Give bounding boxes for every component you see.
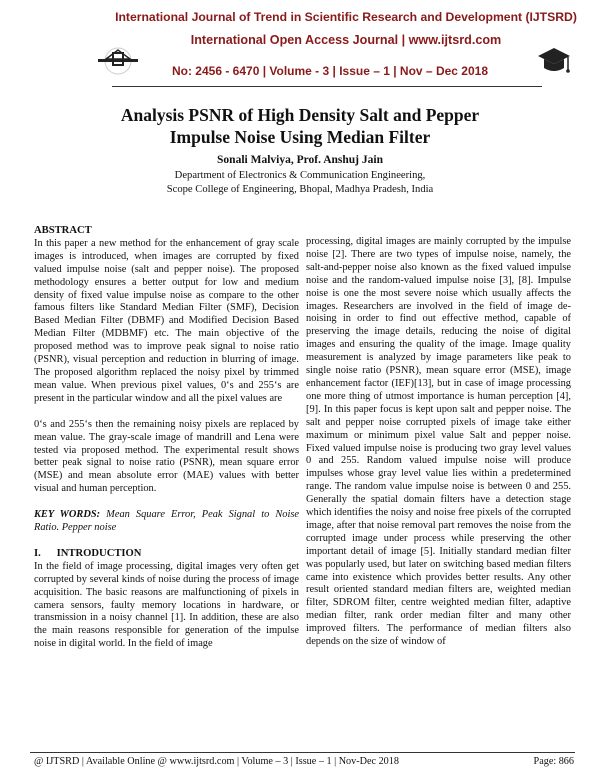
- abstract-heading: ABSTRACT: [34, 225, 92, 236]
- keywords: [34, 509, 299, 535]
- footer-journal-info: @ IJTSRD | Available Online @ www.ijtsrd.com | Volume – 3 | Issue – 1 | Nov-Dec 2018: [34, 756, 399, 767]
- introduction-heading: I. INTRODUCTION: [34, 547, 142, 559]
- footer-rule: [30, 752, 575, 753]
- affiliation-line-1: Department of Electronics & Communication Engineering,: [174, 170, 426, 181]
- affiliation-line-2: Scope College of Engineering, Bhopal, Madhya Pradesh, India: [166, 184, 434, 195]
- right-column: [306, 236, 571, 649]
- page-number: Page: 866: [533, 756, 574, 767]
- abstract-paragraph-2: 0‘s and 255‘s then the remaining noisy pixels are replaced by mean value. The gray-scale image of mandrill and Lena were tested via proposed method. The experimental result shows better peak signal to noise ratio (PSNR), mean square error (MSE) and mean absolute error (MAE) values with better visual and human perception.: [34, 418, 299, 495]
- introduction-left-text: In the field of image processing, digital images very often get corrupted by several kinds of noise during the process of image acquisition. The basic reasons are malfunctioning of pixels in camera sensors, faulty memory locations in hardware, or transmission in a noisy channel [1]. In addition, these are also the main reasons responsible for generation of the impulse noise in digital world. In the field of image: [34, 560, 299, 650]
- keywords-label: KEY WORDS:: [34, 509, 101, 521]
- title-line-1: Analysis PSNR of High Density Salt and Pepper: [120, 105, 480, 125]
- authors: Sonali Malviya, Prof. Anshuj Jain: [217, 154, 383, 166]
- left-column: [34, 225, 299, 651]
- paper-title: [40, 104, 560, 148]
- journal-name: International Journal of Trend in Scientific Research and Development (IJTSRD): [115, 10, 577, 24]
- introduction-right-text: processing, digital images are mainly corrupted by the impulse noise [2]. There are two types of impulse noise, namely, the salt-and-pepper noise also known as the fixed valued impulse noise and the random-valued impulse noise [3], [8]. Impulse noise is one the most severe noise which usually affects the images. Researchers are involved in the field of image de-noising in order to find out effective method, capable of preserving the image details, reducing the noise of digital images and ensuring the quality of the image. Image quality measurement is analyzed by image parameters like peak to single noise ratio (PSNR), mean square error (MSE), image enhancement factor (IEF)[13], but in case of image processing one more thing of utmost importance is human perception [4], [9]. In this paper focus is kept upon salt and pepper noise. The salt and pepper noise corrupted pixels of image take either maximum or minimum pixel value Salt and pepper noise. Fixed valued impulse noise is producing two gray level values 0 and 255. Random valued impulse noise will produce impulses whose gray level value lies within a predetermined range. The random value impulse noise is between 0 and 255. Generally the spatial domain filters have a detection stage which identifies the noisy and noise free pixels of the corrupted image, after that noise removal part removes the noise from the corrupted image under process while preserving the other important detail of image [5]. Initially standard median filter was popularly used, but later on switching based median filters came into existence which provides better results. Any other result oriented standard median filters are, weighted median filter, SDROM filter, centre weighted median filter, adaptive median filter, rank order median filter and many other improved filters. The performance of median filters also depends on the size of window of: [306, 236, 571, 648]
- issn-volume-line: No: 2456 - 6470 | Volume - 3 | Issue – 1 | Nov – Dec 2018: [171, 64, 488, 78]
- title-line-2: Impulse Noise Using Median Filter: [169, 127, 431, 147]
- keywords-text: Mean Square Error, Peak Signal to Noise Ratio. Pepper noise: [34, 509, 299, 534]
- journal-access-line: International Open Access Journal | www.ijtsrd.com: [190, 33, 502, 47]
- page-footer: [34, 756, 574, 767]
- abstract-paragraph-1: In this paper a new method for the enhancement of gray scale images is introduced, when images are corrupted by fixed valued impulse noise (salt and pepper noise). The proposed methodology ensures a better output for low and medium density of fixed value impulse noise as compare to the other famous filters like Standard Median Filter (SMF), Decision Based Median Filter (DBMF) and Modified Decision Based Median Filter (MDBMF) etc. The main objective of the proposed method was to improve peak signal to noise ratio (PSNR), visual perception and reduction in blurring of image. The proposed algorithm replaced the noisy pixel by trimmed mean value. When previous pixel values, 0‘s and 255‘s are present in the particular window and all the pixel values are: [34, 237, 299, 404]
- affiliation: [40, 169, 560, 197]
